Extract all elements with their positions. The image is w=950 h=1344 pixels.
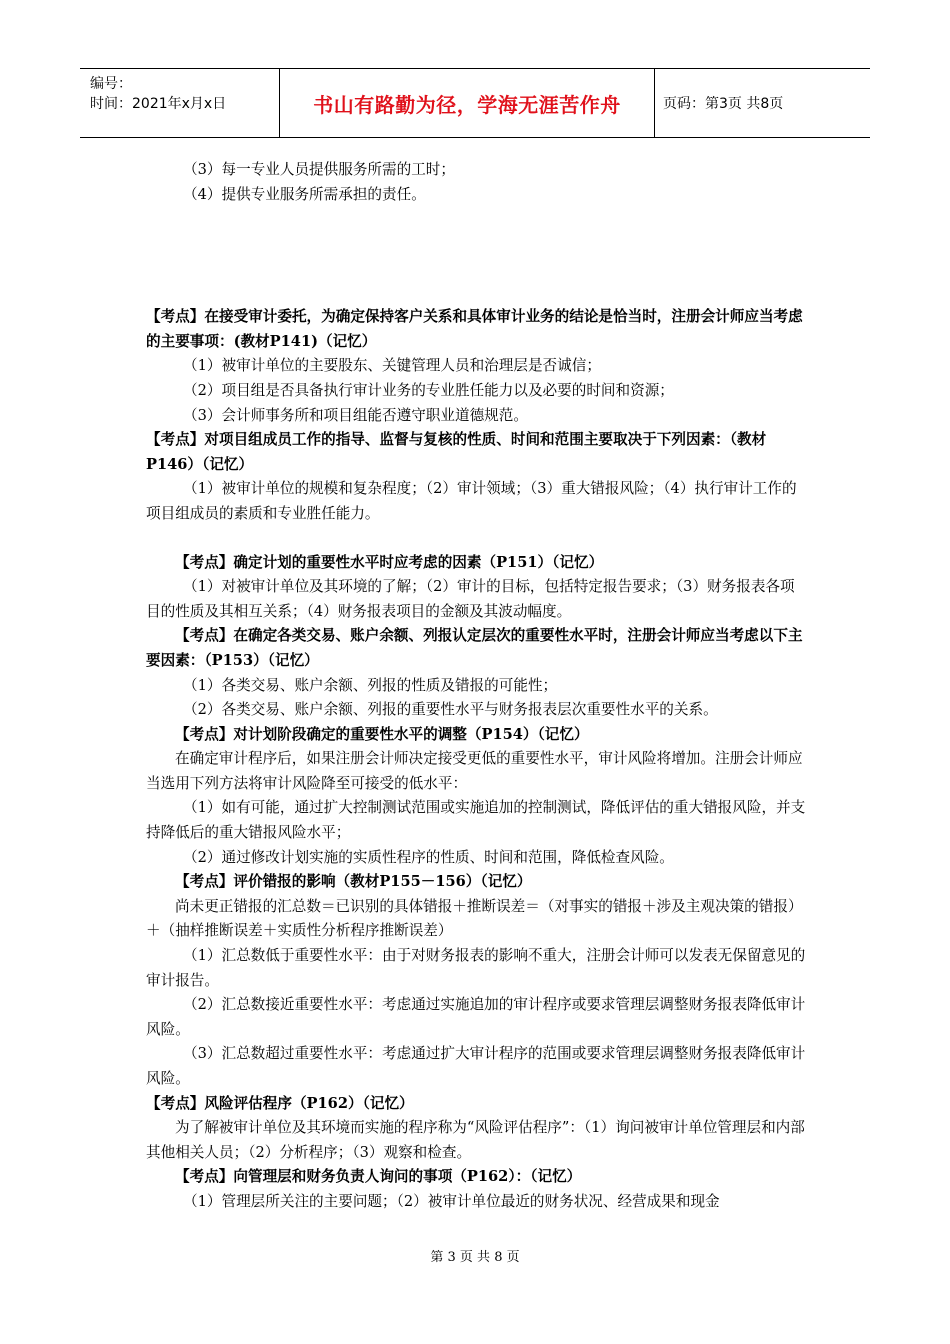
document-body: [146, 158, 806, 1215]
paragraph: （1）被审计单位的主要股东、关键管理人员和治理层是否诚信；: [183, 357, 601, 375]
paragraph: （3）每一专业人员提供服务所需的工时；: [183, 161, 455, 178]
paragraph: 在确定审计程序后，如果注册会计师决定接受更低的重要性水平，审计风险将增加。注册会计师应当选用下列方法将审计风险降至可接受的低水平：: [146, 750, 803, 792]
key-point-heading: 【考点】评价错报的影响（教材P155－156）（记忆）: [175, 873, 532, 891]
paragraph: （4）提供专业服务所需承担的责任。: [183, 185, 426, 203]
key-point-heading: 【考点】确定计划的重要性水平时应考虑的因素（P151）（记忆）: [175, 553, 604, 571]
page-header: [80, 68, 870, 138]
header-left-cell: [80, 69, 279, 137]
paragraph: （1）汇总数低于重要性水平：由于对财务报表的影响不重大，注册会计师可以发表无保留意见的审计报告。: [146, 947, 806, 989]
key-point-heading: 【考点】在接受审计委托，为确定保持客户关系和具体审计业务的结论是恰当时，注册会计师应当考虑的主要事项：(教材P141)（记忆）: [146, 308, 803, 350]
paragraph: （2）项目组是否具备执行审计业务的专业胜任能力以及必要的时间和资源；: [183, 381, 674, 399]
page-footer: 第 3 页 共 8 页: [430, 1250, 520, 1265]
page-info: 页码：第3页 共8页: [663, 96, 784, 112]
motto: 书山有路勤为径，学海无涯苦作舟: [279, 69, 655, 137]
paragraph: （2）各类交易、账户余额、列报的重要性水平与财务报表层次重要性水平的关系。: [183, 701, 718, 719]
paragraph: （3）汇总数超过重要性水平：考虑通过扩大审计程序的范围或要求管理层调整财务报表降低审计风险。: [146, 1045, 806, 1087]
paragraph: 为了解被审计单位及其环境而实施的程序称为“风险评估程序”：（1）询问被审计单位管理层和内部其他相关人员；（2）分析程序；（3）观察和检查。: [146, 1119, 805, 1161]
paragraph: （1）管理层所关注的主要问题；（2）被审计单位最近的财务状况、经营成果和现金: [183, 1192, 720, 1210]
paragraph: 尚未更正错报的汇总数＝已识别的具体错报＋推断误差＝（对事实的错报＋涉及主观决策的错报）＋（抽样推断误差＋实质性分析程序推断误差）: [146, 897, 803, 940]
paragraph: （1）对被审计单位及其环境的了解；（2）审计的目标，包括特定报告要求；（3）财务报表各项目的性质及其相互关系；（4）财务报表项目的金额及其波动幅度。: [146, 578, 795, 620]
paragraph: （2）通过修改计划实施的实质性程序的性质、时间和范围，降低检查风险。: [183, 848, 674, 866]
paragraph: （2）汇总数接近重要性水平：考虑通过实施追加的审计程序或要求管理层调整财务报表降低审计风险。: [146, 996, 806, 1038]
key-point-heading: 【考点】对项目组成员工作的指导、监督与复核的性质、时间和范围主要取决于下列因素：（教材P146）（记忆）: [146, 431, 767, 473]
key-point-heading: 【考点】风险评估程序（P162）（记忆）: [146, 1094, 414, 1112]
key-point-heading: 【考点】对计划阶段确定的重要性水平的调整（P154）（记忆）: [175, 725, 589, 743]
paragraph: （1）各类交易、账户余额、列报的性质及错报的可能性；: [183, 676, 558, 694]
key-point-heading: 【考点】在确定各类交易、账户余额、列报认定层次的重要性水平时，注册会计师应当考虑以下主要因素：（P153）（记忆）: [146, 627, 803, 669]
date-label: 时间：2021年x月x日: [90, 96, 227, 112]
paragraph: （1）被审计单位的规模和复杂程度；（2）审计领域；（3）重大错报风险；（4）执行审计工作的项目组成员的素质和专业胜任能力。: [146, 480, 797, 522]
paragraph: （1）如有可能，通过扩大控制测试范围或实施追加的控制测试，降低评估的重大错报风险，并支持降低后的重大错报风险水平；: [146, 799, 806, 842]
paragraph: （3）会计师事务所和项目组能否遵守职业道德规范。: [183, 406, 528, 424]
key-point-heading: 【考点】向管理层和财务负责人询问的事项（P162）：（记忆）: [175, 1168, 582, 1186]
number-label: 编号：: [90, 76, 132, 92]
